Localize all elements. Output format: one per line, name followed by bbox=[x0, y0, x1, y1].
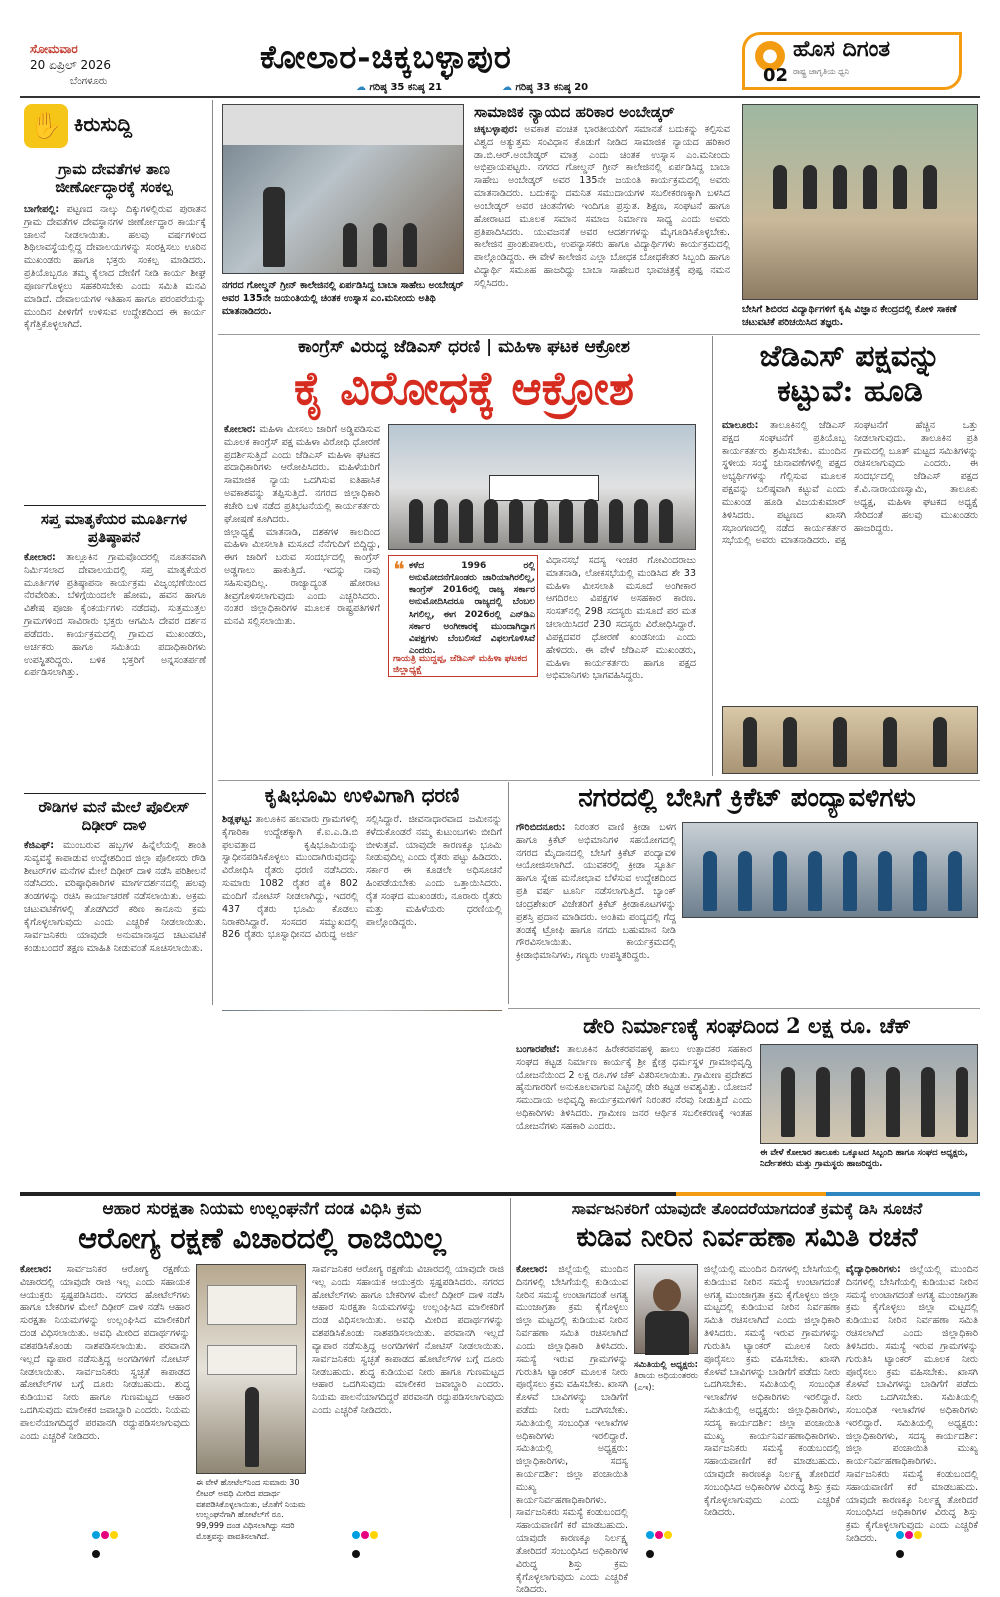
food-photo-caption: ಈ ವೇಳೆ ಹೋಟೆಲ್‌ನಿಂದ ಸುಮಾರು 30 ಲೀಟರ್ ಅವಧಿ ಮೀರಿದ ಪದಾರ್ಥ ವಶಪಡಿಸಿಕೊಳ್ಳಲಾಯಿತು, ಜೊತೆಗೆ ನಿಯಮ ಉಲ್ಲಂಘನೆಗಾಗಿ ಹೋಟೆಲ್‌ಗೆ ರೂ. 99,999 ದಂಡ ವಿಧಿಸಲಾಗಿದ್ದು ಸದರಿ ಮೊತ್ತವನ್ನು ಪಾವತಿಸಲಾಗಿದೆ. bbox=[196, 1478, 306, 1541]
kiru-title: ಕಿರುಸುದ್ದಿ bbox=[74, 112, 133, 136]
masthead-title: ಕೋಲಾರ-ಚಿಕ್ಕಬಳ್ಳಾಪುರ bbox=[260, 38, 512, 76]
jds-headline: ಜೆಡಿಎಸ್ ಪಕ್ಷವನ್ನು ಕಟ್ಟುವೆ: ಹೂಡಿ bbox=[759, 339, 941, 409]
brand-tagline: ರಾಷ್ಟ್ರ ಜಾಗೃತಿಯ ಧ್ವನಿ bbox=[793, 67, 850, 76]
food-photo bbox=[196, 1264, 306, 1474]
dairy-photo-caption: ಈ ವೇಳೆ ಕೋಲಾರ ತಾಲೂಕು ಒಕ್ಕೂಟದ ಸಿಬ್ಬಂದಿ ಹಾಗೂ ಸಂಘದ ಅಧ್ಯಕ್ಷರು, ನಿರ್ದೇಶಕರು ಮತ್ತು ಗ್ರಾಮಸ್ಥರು ಹಾಜರಿದ್ದರು. bbox=[760, 1148, 968, 1170]
sun-cloud-icon: ☁ bbox=[502, 82, 512, 93]
dc-portrait-photo bbox=[634, 1264, 698, 1354]
food-kicker: ಆಹಾರ ಸುರಕ್ಷತಾ ನಿಯಮ ಉಲ್ಲಂಘನೆಗೆ ದಂಡ ವಿಧಿಸಿ ಕ್ರಮ bbox=[102, 1199, 422, 1219]
divider bbox=[218, 780, 980, 781]
kiru-hand-icon: ✋ bbox=[24, 104, 68, 148]
cricket-photo bbox=[682, 822, 978, 918]
weather-kolar: ☁ ಗರಿಷ್ಠ 35 ಕನಿಷ್ಠ 21 bbox=[356, 82, 443, 93]
sun-cloud-icon: ☁ bbox=[356, 82, 366, 93]
brand-logo-box bbox=[742, 32, 962, 90]
lead-quote-box bbox=[388, 555, 538, 677]
registration-marks bbox=[352, 1524, 386, 1534]
kiru-story-3: ಕೆಜಿಎಫ್: ಮುಂಬರುವ ಹಬ್ಬಗಳ ಹಿನ್ನೆಲೆಯಲ್ಲಿ ಶಾಂತಿ ಸುವ್ಯವಸ್ಥೆ ಕಾಪಾಡುವ ಉದ್ದೇಶದಿಂದ ಜಿಲ್ಲಾ ಪೊಲೀಸರು ರೌಡಿ ಶೀಟರ್‌ಗಳ ಮನೆಗಳ ಮೇಲೆ ದಿಢೀರ್ ದಾಳಿ ನಡೆಸಿ ಪರಿಶೀಲನೆ ನಡೆಸಿದರು. ವರಿಷ್ಠಾಧಿಕಾರಿಗಳ ಮಾರ್ಗದರ್ಶನದಲ್ಲಿ ಹಲವು ತಂಡಗಳನ್ನು ರಚಿಸಿ ಕಾರ್ಯಾಚರಣೆ ನಡೆಸಲಾಯಿತು. ಅಕ್ರಮ ಚಟುವಟಿಕೆಗಳಲ್ಲಿ ತೊಡಗಿದರೆ ಕಠಿಣ ಕಾನೂನು ಕ್ರಮ ಕೈಗೊಳ್ಳಲಾಗುವುದು ಎಂದು ಎಚ್ಚರಿಕೆ ನೀಡಲಾಯಿತು. ಸಾರ್ವಜನಿಕರು ಯಾವುದೇ ಅನುಮಾನಾಸ್ಪದ ಚಟುವಟಿಕೆ ಕಂಡುಬಂದರೆ ತಕ್ಷಣ ಮಾಹಿತಿ ನೀಡುವಂತೆ ಸೂಚಿಸಲಾಯಿತು. bbox=[24, 840, 206, 954]
masthead-day: ಸೋಮವಾರ bbox=[30, 42, 78, 56]
lead-story-a: ಕೋಲಾರ: ಮಹಿಳಾ ಮೀಸಲು ಜಾರಿಗೆ ಅಡ್ಡಿಪಡಿಸುವ ಮೂಲಕ ಕಾಂಗ್ರೆಸ್ ಪಕ್ಷ ಮಹಿಳಾ ವಿರೋಧಿ ಧೋರಣೆ ಪ್ರದರ್ಶಿಸುತ್ತಿದೆ ಎಂದು ಜೆಡಿಎಸ್ ಮಹಿಳಾ ಘಟಕದ ಪದಾಧಿಕಾರಿಗಳು ಆರೋಪಿಸಿದರು. ಮಹಿಳೆಯರಿಗೆ ಸಾಮಾಜಿಕ ನ್ಯಾಯ ಒದಗಿಸುವ ಐತಿಹಾಸಿಕ ಅವಕಾಶವನ್ನು ತಪ್ಪಿಸುತ್ತಿದೆ. ನಗರದ ಜಿಲ್ಲಾಧಿಕಾರಿ ಕಚೇರಿ ಬಳಿ ನಡೆದ ಪ್ರತಿಭಟನೆಯಲ್ಲಿ ಕಾರ್ಯಕರ್ತರು ಘೋಷಣೆ ಕೂಗಿದರು. ಜಿಲ್ಲಾಧ್ಯಕ್ಷೆ ಮಾತನಾಡಿ, ದಶಕಗಳ ಕಾಲದಿಂದ ಮಹಿಳಾ ಮೀಸಲಾತಿ ಮಸೂದೆ ನೆನೆಗುದಿಗೆ ಬಿದ್ದಿದ್ದು, ಈಗ ಜಾರಿಗೆ ಬರುವ ಸಂದರ್ಭದಲ್ಲಿ ಕಾಂಗ್ರೆಸ್ ಅಡ್ಡಗಾಲು ಹಾಕುತ್ತಿದೆ. ಇದನ್ನು ನಾವು ಸಹಿಸುವುದಿಲ್ಲ. ರಾಜ್ಯಾದ್ಯಂತ ಹೋರಾಟ ತೀವ್ರಗೊಳಿಸಲಾಗುವುದು ಎಂದು ಎಚ್ಚರಿಸಿದರು. ನಂತರ ಜಿಲ್ಲಾಧಿಕಾರಿಗಳ ಮೂಲಕ ರಾಷ್ಟ್ರಪತಿಗಳಿಗೆ ಮನವಿ ಸಲ್ಲಿಸಲಾಯಿತು. bbox=[224, 424, 380, 628]
water-story: ಕೋಲಾರ: ಜಿಲ್ಲೆಯಲ್ಲಿ ಮುಂದಿನ ದಿನಗಳಲ್ಲಿ ಬೇಸಿಗೆಯಲ್ಲಿ ಕುಡಿಯುವ ನೀರಿನ ಸಮಸ್ಯೆ ಉಂಟಾಗದಂತೆ ಅಗತ್ಯ ಮುಂಜಾಗ್ರತಾ ಕ್ರಮ ಕೈಗೊಳ್ಳಲು ಜಿಲ್ಲಾ ಮಟ್ಟದಲ್ಲಿ ಕುಡಿಯುವ ನೀರಿನ ನಿರ್ವಹಣಾ ಸಮಿತಿ ರಚಿಸಲಾಗಿದೆ ಎಂದು ಜಿಲ್ಲಾಧಿಕಾರಿ ತಿಳಿಸಿದರು. ಸಮಸ್ಯೆ ಇರುವ ಗ್ರಾಮಗಳನ್ನು ಗುರುತಿಸಿ ಟ್ಯಾಂಕರ್ ಮೂಲಕ ನೀರು ಪೂರೈಸಲು ಕ್ರಮ ವಹಿಸಬೇಕು. ಖಾಸಗಿ ಕೊಳವೆ ಬಾವಿಗಳನ್ನು ಬಾಡಿಗೆಗೆ ಪಡೆದು ನೀರು ಒದಗಿಸಬೇಕು. ಸಮಿತಿಯಲ್ಲಿ ಸಂಬಂಧಿತ ಇಲಾಖೆಗಳ ಅಧಿಕಾರಿಗಳು ಇರಲಿದ್ದಾರೆ. ಸಮಿತಿಯಲ್ಲಿ ಅಧ್ಯಕ್ಷರು: ಜಿಲ್ಲಾಧಿಕಾರಿಗಳು, ಸದಸ್ಯ ಕಾರ್ಯದರ್ಶಿ: ಜಿಲ್ಲಾ ಪಂಚಾಯಿತಿ ಮುಖ್ಯ ಕಾರ್ಯನಿರ್ವಹಣಾಧಿಕಾರಿಗಳು. ಸಾರ್ವಜನಿಕರು ಸಮಸ್ಯೆ ಕಂಡುಬಂದಲ್ಲಿ ಸಹಾಯವಾಣಿಗೆ ಕರೆ ಮಾಡಬಹುದು. ಯಾವುದೇ ಕಾರಣಕ್ಕೂ ನಿರ್ಲಕ್ಷ್ಯ ತೋರಿದರೆ ಸಂಬಂಧಿಸಿದ ಅಧಿಕಾರಿಗಳ ವಿರುದ್ಧ ಶಿಸ್ತು ಕ್ರಮ ಕೈಗೊಳ್ಳಲಾಗುವುದು ಎಂದು ಎಚ್ಚರಿಕೆ ನೀಡಿದರು. bbox=[516, 1264, 628, 1596]
ambedkar-headline: ಸಾಮಾಜಿಕ ನ್ಯಾಯದ ಹರಿಕಾರ ಅಂಬೇಡ್ಕರ್ bbox=[474, 103, 675, 121]
registration-marks bbox=[896, 1524, 930, 1534]
jds-photo bbox=[722, 706, 978, 774]
water-headline: ಕುಡಿವ ನೀರಿನ ನಿರ್ವಹಣಾ ಸಮಿತಿ ರಚನೆ bbox=[576, 1222, 918, 1253]
divider bbox=[24, 505, 206, 506]
water-kicker: ಸಾರ್ವಜನಿಕರಿಗೆ ಯಾವುದೇ ತೊಂದರೆಯಾಗದಂತೆ ಕ್ರಮಕ್ಕೆ ಡಿಸಿ ಸೂಚನೆ bbox=[571, 1199, 923, 1218]
cricket-story: ಗೌರಿಬಿದನೂರು: ನಿರಂತರ ವಾಣಿ ಕ್ರೀಡಾ ಬಳಗ ಹಾಗೂ ಕ್ರಿಕೆಟ್ ಅಭಿಮಾನಿಗಳ ಸಹಯೋಗದಲ್ಲಿ ನಗರದ ಮೈದಾನದಲ್ಲಿ ಬೇಸಿಗೆ ಕ್ರಿಕೆಟ್ ಪಂದ್ಯಾವಳಿ ಆಯೋಜಿಸಲಾಗಿದೆ. ಯುವಕರಲ್ಲಿ ಕ್ರೀಡಾ ಸ್ಫೂರ್ತಿ ಹಾಗೂ ಸ್ನೇಹ ಮನೋಭಾವ ಬೆಳೆಸುವ ಉದ್ದೇಶದಿಂದ ಪ್ರತಿ ವರ್ಷ ಟೂರ್ನಿ ನಡೆಸಲಾಗುತ್ತಿದೆ. ಬ್ಯಾಂಕ್ ಚಂದ್ರಶೇಖರ್ ವಿಜೇತರಿಗೆ ಕ್ರಿಕೆಟ್ ಕ್ರೀಡಾಕೂಟಗಳನ್ನು ಪ್ರಶಸ್ತಿ ಪ್ರದಾನ ಮಾಡಿದರು. ಅಂತಿಮ ಪಂದ್ಯದಲ್ಲಿ ಗೆದ್ದ ತಂಡಕ್ಕೆ ಟ್ರೋಫಿ ಹಾಗೂ ನಗದು ಬಹುಮಾನ ನೀಡಿ ಗೌರವಿಸಲಾಯಿತು. ಕಾರ್ಯಕ್ರಮದಲ್ಲಿ ಕ್ರೀಡಾಭಿಮಾನಿಗಳು, ಗಣ್ಯರು ಉಪಸ್ಥಿತರಿದ್ದರು. bbox=[516, 822, 676, 962]
column-divider bbox=[510, 1198, 511, 1518]
water-story-3: ವೈದ್ಯಾಧಿಕಾರಿಗಳು: ಜಿಲ್ಲೆಯಲ್ಲಿ ಮುಂದಿನ ದಿನಗಳಲ್ಲಿ ಬೇಸಿಗೆಯಲ್ಲಿ ಕುಡಿಯುವ ನೀರಿನ ಸಮಸ್ಯೆ ಉಂಟಾಗದಂತೆ ಅಗತ್ಯ ಮುಂಜಾಗ್ರತಾ ಕ್ರಮ ಕೈಗೊಳ್ಳಲು ಜಿಲ್ಲಾ ಮಟ್ಟದಲ್ಲಿ ಕುಡಿಯುವ ನೀರಿನ ನಿರ್ವಹಣಾ ಸಮಿತಿ ರಚಿಸಲಾಗಿದೆ ಎಂದು ಜಿಲ್ಲಾಧಿಕಾರಿ ತಿಳಿಸಿದರು. ಸಮಸ್ಯೆ ಇರುವ ಗ್ರಾಮಗಳನ್ನು ಗುರುತಿಸಿ ಟ್ಯಾಂಕರ್ ಮೂಲಕ ನೀರು ಪೂರೈಸಲು ಕ್ರಮ ವಹಿಸಬೇಕು. ಖಾಸಗಿ ಕೊಳವೆ ಬಾವಿಗಳನ್ನು ಬಾಡಿಗೆಗೆ ಪಡೆದು ನೀರು ಒದಗಿಸಬೇಕು. ಸಮಿತಿಯಲ್ಲಿ ಸಂಬಂಧಿತ ಇಲಾಖೆಗಳ ಅಧಿಕಾರಿಗಳು ಇರಲಿದ್ದಾರೆ. ಸಮಿತಿಯಲ್ಲಿ ಅಧ್ಯಕ್ಷರು: ಜಿಲ್ಲಾಧಿಕಾರಿಗಳು, ಸದಸ್ಯ ಕಾರ್ಯದರ್ಶಿ: ಜಿಲ್ಲಾ ಪಂಚಾಯಿತಿ ಮುಖ್ಯ ಕಾರ್ಯನಿರ್ವಹಣಾಧಿಕಾರಿಗಳು. ಸಾರ್ವಜನಿಕರು ಸಮಸ್ಯೆ ಕಂಡುಬಂದಲ್ಲಿ ಸಹಾಯವಾಣಿಗೆ ಕರೆ ಮಾಡಬಹುದು. ಯಾವುದೇ ಕಾರಣಕ್ಕೂ ನಿರ್ಲಕ್ಷ್ಯ ತೋರಿದರೆ ಸಂಬಂಧಿಸಿದ ಅಧಿಕಾರಿಗಳ ವಿರುದ್ಧ ಶಿಸ್ತು ಕ್ರಮ ಕೈಗೊಳ್ಳಲಾಗುವುದು ಎಂದು ಎಚ್ಚರಿಕೆ ನೀಡಿದರು. bbox=[846, 1264, 978, 1545]
dairy-headline: ಡೇರಿ ನಿರ್ಮಾಣಕ್ಕೆ ಸಂಘದಿಂದ 2 ಲಕ್ಷ ರೂ. ಚೆಕ್ bbox=[583, 1013, 911, 1038]
cricket-headline: ನಗರದಲ್ಲಿ ಬೇಸಿಗೆ ಕ್ರಿಕೆಟ್ ಪಂದ್ಯಾವಳಿಗಳು bbox=[578, 783, 916, 813]
page-number: 02 bbox=[763, 65, 789, 86]
poultry-photo-caption: ಬೇಸಿಗೆ ಶಿಬಿರದ ವಿದ್ಯಾರ್ಥಿಗಳಿಗೆ ಕೃಷಿ ವಿಜ್ಞಾನ ಕೇಂದ್ರದಲ್ಲಿ ಕೋಳಿ ಸಾಕಣೆ ಚಟುವಟಿಕೆ ಪರಿಚಯಿಸಿದ ತಜ್ಞರು. bbox=[742, 304, 957, 328]
masthead-date: 20 ಏಪ್ರಿಲ್ 2026 bbox=[30, 58, 112, 72]
brand-lamp-icon: ● bbox=[755, 41, 785, 71]
registration-marks bbox=[646, 1524, 680, 1534]
poultry-photo bbox=[742, 104, 978, 300]
lead-quote-text: ಕಳೆದ 1996 ರಲ್ಲಿ ಅನುಮೋದನೆಗೊಂಡರು ಜಾರಿಯಾಗಿರಲಿಲ್ಲ, ಕಾಂಗ್ರೆಸ್ 2016ರಲ್ಲಿ ರಾಜ್ಯ ಸರ್ಕಾರ ಅನುಮೋದಿಸಿದರೂ ರಾಜ್ಯದಲ್ಲಿ ಬೆಂಬಲ ಸಿಗಲಿಲ್ಲ, ಈಗ 2026ರಲ್ಲಿ ಎನ್‌ಡಿಎ ಸರ್ಕಾರ ಅಂಗೀಕಾರಕ್ಕೆ ಮುಂದಾಗಿದ್ದಾಗ ವಿಪಕ್ಷಗಳು ಬೆಂಬಲಿಸದೆ ವಿಫಲಗೊಳಿಸಿವೆ ಎಂದರು. bbox=[409, 561, 535, 656]
jds-story: ಮಾಲೂರು: ತಾಲೂಕಿನಲ್ಲಿ ಜೆಡಿಎಸ್ ಪಕ್ಷದ ಸಂಘಟನೆಗೆ ಪ್ರತಿಯೊಬ್ಬ ಕಾರ್ಯಕರ್ತರು ಶ್ರಮಿಸಬೇಕು. ಮುಂದಿನ ಸ್ಥಳೀಯ ಸಂಸ್ಥೆ ಚುನಾವಣೆಗಳಲ್ಲಿ ಪಕ್ಷದ ಅಭ್ಯರ್ಥಿಗಳನ್ನು ಗೆಲ್ಲಿಸುವ ಮೂಲಕ ಪಕ್ಷವನ್ನು ಬಲಿಷ್ಠವಾಗಿ ಕಟ್ಟುವೆ ಎಂದು ಮುಖಂಡ ಹೂಡಿ ವಿಜಯಕುಮಾರ್ ತಿಳಿಸಿದರು. ಪಟ್ಟಣದ ಖಾಸಗಿ ಸಭಾಂಗಣದಲ್ಲಿ ನಡೆದ ಕಾರ್ಯಕರ್ತರ ಸಭೆಯಲ್ಲಿ ಅವರು ಮಾತನಾಡಿದರು. ಪಕ್ಷ ಸಂಘಟನೆಗೆ ಹೆಚ್ಚಿನ ಒತ್ತು ನೀಡಲಾಗುವುದು. ತಾಲೂಕಿನ ಪ್ರತಿ ಗ್ರಾಮದಲ್ಲಿ ಬೂತ್ ಮಟ್ಟದ ಸಮಿತಿಗಳನ್ನು ರಚಿಸಲಾಗುವುದು ಎಂದರು. ಈ ಸಂದರ್ಭದಲ್ಲಿ ಜೆಡಿಎಸ್ ಪಕ್ಷದ ಕೆ.ವಿ.ನಾರಾಯಣಸ್ವಾಮಿ, ತಾಲೂಕು ಅಧ್ಯಕ್ಷ, ಮಹಿಳಾ ಘಟಕದ ಅಧ್ಯಕ್ಷೆ ಸೇರಿದಂತೆ ಹಲವು ಮುಖಂಡರು ಹಾಜರಿದ್ದರು. bbox=[722, 420, 978, 547]
krishi-headline: ಕೃಷಿಭೂಮಿ ಉಳಿವಿಗಾಗಿ ಧರಣಿ bbox=[264, 783, 460, 807]
water-story-2: ಜಿಲ್ಲೆಯಲ್ಲಿ ಮುಂದಿನ ದಿನಗಳಲ್ಲಿ ಬೇಸಿಗೆಯಲ್ಲಿ ಕುಡಿಯುವ ನೀರಿನ ಸಮಸ್ಯೆ ಉಂಟಾಗದಂತೆ ಅಗತ್ಯ ಮುಂಜಾಗ್ರತಾ ಕ್ರಮ ಕೈಗೊಳ್ಳಲು ಜಿಲ್ಲಾ ಮಟ್ಟದಲ್ಲಿ ಕುಡಿಯುವ ನೀರಿನ ನಿರ್ವಹಣಾ ಸಮಿತಿ ರಚಿಸಲಾಗಿದೆ ಎಂದು ಜಿಲ್ಲಾಧಿಕಾರಿ ತಿಳಿಸಿದರು. ಸಮಸ್ಯೆ ಇರುವ ಗ್ರಾಮಗಳನ್ನು ಗುರುತಿಸಿ ಟ್ಯಾಂಕರ್ ಮೂಲಕ ನೀರು ಪೂರೈಸಲು ಕ್ರಮ ವಹಿಸಬೇಕು. ಖಾಸಗಿ ಕೊಳವೆ ಬಾವಿಗಳನ್ನು ಬಾಡಿಗೆಗೆ ಪಡೆದು ನೀರು ಒದಗಿಸಬೇಕು. ಸಮಿತಿಯಲ್ಲಿ ಸಂಬಂಧಿತ ಇಲಾಖೆಗಳ ಅಧಿಕಾರಿಗಳು ಇರಲಿದ್ದಾರೆ. ಸಮಿತಿಯಲ್ಲಿ ಅಧ್ಯಕ್ಷರು: ಜಿಲ್ಲಾಧಿಕಾರಿಗಳು, ಸದಸ್ಯ ಕಾರ್ಯದರ್ಶಿ: ಜಿಲ್ಲಾ ಪಂಚಾಯಿತಿ ಮುಖ್ಯ ಕಾರ್ಯನಿರ್ವಹಣಾಧಿಕಾರಿಗಳು. ಸಾರ್ವಜನಿಕರು ಸಮಸ್ಯೆ ಕಂಡುಬಂದಲ್ಲಿ ಸಹಾಯವಾಣಿಗೆ ಕರೆ ಮಾಡಬಹುದು. ಯಾವುದೇ ಕಾರಣಕ್ಕೂ ನಿರ್ಲಕ್ಷ್ಯ ತೋರಿದರೆ ಸಂಬಂಧಿಸಿದ ಅಧಿಕಾರಿಗಳ ವಿರುದ್ಧ ಶಿಸ್ತು ಕ್ರಮ ಕೈಗೊಳ್ಳಲಾಗುವುದು ಎಂದು ಎಚ್ಚರಿಕೆ ನೀಡಿದರು. bbox=[704, 1264, 840, 1519]
lead-kicker: ಕಾಂಗ್ರೆಸ್ ವಿರುದ್ಧ ಜೆಡಿಎಸ್ ಧರಣಿ | ಮಹಿಳಾ ಘಟಕ ಆಕ್ರೋಶ bbox=[298, 337, 630, 357]
quote-mark-icon: ❝ bbox=[393, 558, 405, 583]
kiru-story-1: ಬಾಗೇಪಲ್ಲಿ: ಪಟ್ಟಣದ ನಾಲ್ಕು ದಿಕ್ಕುಗಳಲ್ಲಿರುವ ಪುರಾತನ ಗ್ರಾಮ ದೇವತೆಗಳ ದೇವಸ್ಥಾನಗಳ ಜೀರ್ಣೋದ್ಧಾರ ಕಾರ್ಯಕ್ಕೆ ಚಾಲನೆ ನೀಡಲಾಯಿತು. ಹಲವು ವರ್ಷಗಳಿಂದ ಶಿಥಿಲಾವಸ್ಥೆಯಲ್ಲಿದ್ದ ದೇವಾಲಯಗಳನ್ನು ಸಂರಕ್ಷಿಸಲು ಊರಿನ ಮುಖಂಡರು ಹಾಗೂ ಭಕ್ತರು ಸಂಕಲ್ಪ ಮಾಡಿದರು. ಪ್ರತಿಯೊಬ್ಬರೂ ತಮ್ಮ ಕೈಲಾದ ದೇಣಿಗೆ ನೀಡಿ ಕಾರ್ಯ ಶೀಘ್ರ ಪೂರ್ಣಗೊಳ್ಳಲು ಸಹಕರಿಸಬೇಕು ಎಂದು ಸಮಿತಿ ಮನವಿ ಮಾಡಿದೆ. ದೇವಾಲಯಗಳ ಇತಿಹಾಸ ಹಾಗೂ ಪರಂಪರೆಯನ್ನು ಮುಂದಿನ ಪೀಳಿಗೆಗೆ ಉಳಿಸುವ ಉದ್ದೇಶದಿಂದ ಈ ಕಾರ್ಯ ಕೈಗೆತ್ತಿಕೊಳ್ಳಲಾಗಿದೆ. bbox=[24, 204, 206, 331]
section-rule-accent bbox=[826, 1192, 980, 1196]
water-story-mid: ಸಮಿತಿಯಲ್ಲಿ ಅಧ್ಯಕ್ಷರು: ತಿರಾಯ ಅಧಿಯಂತರರು (ಎಇ): bbox=[634, 1360, 698, 1393]
column-divider bbox=[212, 100, 213, 1005]
kiru-headline-2: ಸಪ್ತ ಮಾತೃಕೆಯರ ಮೂರ್ತಿಗಳ ಪ್ರತಿಷ್ಠಾಪನೆ bbox=[40, 510, 188, 546]
lead-headline: ಕೈ ವಿರೋಧಕ್ಕೆ ಆಕ್ರೋಶ bbox=[293, 361, 635, 415]
masthead-rule bbox=[20, 96, 980, 98]
divider bbox=[24, 793, 206, 794]
lead-story-c: ವಿಧಾನಸಭೆ ಸದಸ್ಯ ಇಂಚರ ಗೋವಿಂದರಾಜು ಮಾತನಾಡಿ, ಲೋಕಸಭೆಯಲ್ಲಿ ಮಂಡಿಸಿದ ಶೇ 33 ಮಹಿಳಾ ಮೀಸಲಾತಿ ಮಸೂದೆ ಅಂಗೀಕಾರ ಆಗದಿರಲು ವಿಪಕ್ಷಗಳ ಅಸಹಕಾರ ಕಾರಣ. ಸಂಸತ್‌ನಲ್ಲಿ 298 ಸದಸ್ಯರು ಮಸೂದೆ ಪರ ಮತ ಚಲಾಯಿಸಿದರೆ 230 ಸದಸ್ಯರು ವಿರೋಧಿಸಿದ್ದಾರೆ. ವಿಪಕ್ಷದವರ ಧೋರಣೆ ಖಂಡನೀಯ ಎಂದು ಹೇಳಿದರು. ಈ ವೇಳೆ ಜೆಡಿಎಸ್ ಮುಖಂಡರು, ಮಹಿಳಾ ಕಾರ್ಯಕರ್ತರು ಹಾಗೂ ಪಕ್ಷದ ಅಭಿಮಾನಿಗಳು ಭಾಗವಹಿಸಿದ್ದರು. bbox=[546, 555, 696, 682]
kiru-headline-1: ಗ್ರಾಮ ದೇವತೆಗಳ ತಾಣ ಜೀರ್ಣೋದ್ಧಾರಕ್ಕೆ ಸಂಕಲ್ಪ bbox=[55, 160, 173, 196]
krishi-story: ಶಿಡ್ಲಘಟ್ಟ: ತಾಲೂಕಿನ ಹಲವಾರು ಗ್ರಾಮಗಳಲ್ಲಿ ಕೈಗಾರಿಕಾ ಉದ್ದೇಶಕ್ಕಾಗಿ ಕೆ.ಐ.ಎ.ಡಿ.ಬಿ ಫಲವತ್ತಾದ ಕೃಷಿಭೂಮಿಯನ್ನು ಸ್ವಾಧೀನಪಡಿಸಿಕೊಳ್ಳಲು ಮುಂದಾಗಿರುವುದನ್ನು ವಿರೋಧಿಸಿ ರೈತರು ಧರಣಿ ನಡೆಸಿದರು. ಸುಮಾರು 1082 ರೈತರ ಪೈಕಿ 802 ಮಂದಿಗೆ ನೋಟಿಸ್ ನೀಡಲಾಗಿದ್ದು, ಇದರಲ್ಲಿ 437 ರೈತರು ಭೂಮಿ ಕೊಡಲು ನಿರಾಕರಿಸಿದ್ದಾರೆ. ಸಂಸದರ ಸಮ್ಮುಖದಲ್ಲಿ 826 ರೈತರು ಭೂಸ್ವಾಧೀನದ ವಿರುದ್ಧ ಅರ್ಜಿ ಸಲ್ಲಿಸಿದ್ದಾರೆ. ಜೀವನಾಧಾರವಾದ ಜಮೀನನ್ನು ಕಳೆದುಕೊಂಡರೆ ನಮ್ಮ ಕುಟುಂಬಗಳು ಬೀದಿಗೆ ಬೀಳುತ್ತವೆ. ಯಾವುದೇ ಕಾರಣಕ್ಕೂ ಭೂಮಿ ನೀಡುವುದಿಲ್ಲ ಎಂದು ರೈತರು ಪಟ್ಟು ಹಿಡಿದರು. ಸರ್ಕಾರ ಈ ಕೂಡಲೇ ಅಧಿಸೂಚನೆ ಹಿಂಪಡೆಯಬೇಕು ಎಂದು ಒತ್ತಾಯಿಸಿದರು. ರೈತ ಸಂಘದ ಮುಖಂಡರು, ನೂರಾರು ರೈತರು ಮತ್ತು ಮಹಿಳೆಯರು ಧರಣಿಯಲ್ಲಿ ಪಾಲ್ಗೊಂಡಿದ್ದರು. bbox=[222, 814, 502, 941]
divider bbox=[508, 1008, 980, 1009]
section-rule-accent bbox=[676, 1192, 826, 1196]
ambedkar-photo bbox=[222, 104, 464, 274]
food-headline: ಆರೋಗ್ಯ ರಕ್ಷಣೆ ವಿಚಾರದಲ್ಲಿ ರಾಜಿಯಿಲ್ಲ bbox=[78, 1221, 446, 1255]
lead-quote-author: ಗಾಯತ್ರಿ ಮುದ್ದಪ್ಪ, ಜೆಡಿಎಸ್ ಮಹಿಳಾ ಘಟಕದ ಜಿಲ್ಲಾಧ್ಯಕ್ಷೆ bbox=[393, 654, 528, 675]
ambedkar-photo-caption: ನಗರದ ಗೋಲ್ಡನ್ ಗ್ರೀನ್ ಕಾಲೇಜಿನಲ್ಲಿ ಏರ್ಪಡಿಸಿದ್ದ ಬಾಬಾ ಸಾಹೇಬ ಅಂಬೇಡ್ಕರ್ ಅವರ 135ನೇ ಜಯಂತಿಯಲ್ಲಿ ಚಿಂತಕ ಉಸ್ನಾಸ ಎಂ.ಮನೀಂದು ಅತಿಥಿ ಮಾತನಾಡಿದರು. bbox=[222, 280, 464, 317]
kiru-story-2: ಕೋಲಾರ: ತಾಲ್ಲೂಕಿನ ಗ್ರಾಮವೊಂದರಲ್ಲಿ ನೂತನವಾಗಿ ನಿರ್ಮಿಸಲಾದ ದೇವಾಲಯದಲ್ಲಿ ಸಪ್ತ ಮಾತೃಕೆಯರ ಮೂರ್ತಿಗಳ ಪ್ರತಿಷ್ಠಾಪನಾ ಕಾರ್ಯಕ್ರಮ ವಿಜೃಂಭಣೆಯಿಂದ ನೆರವೇರಿತು. ಬೆಳಿಗ್ಗೆಯಿಂದಲೇ ಹೋಮ, ಹವನ ಹಾಗೂ ವಿಶೇಷ ಪೂಜಾ ಕೈಂಕರ್ಯಗಳು ನಡೆದವು. ಸುತ್ತಮುತ್ತಲ ಗ್ರಾಮಗಳಿಂದ ಸಾವಿರಾರು ಭಕ್ತರು ಆಗಮಿಸಿ ದೇವರ ದರ್ಶನ ಪಡೆದರು. ಕಾರ್ಯಕ್ರಮದಲ್ಲಿ ಗ್ರಾಮದ ಮುಖಂಡರು, ಅರ್ಚಕರು ಹಾಗೂ ಸಮಿತಿಯ ಪದಾಧಿಕಾರಿಗಳು ಉಪಸ್ಥಿತರಿದ್ದರು. ಬಳಿಕ ಭಕ್ತರಿಗೆ ಅನ್ನಸಂತರ್ಪಣೆ ಏರ್ಪಡಿಸಲಾಗಿತ್ತು. bbox=[24, 552, 206, 679]
column-divider bbox=[508, 782, 509, 1004]
food-story: ಕೋಲಾರ: ಸಾರ್ವಜನಿಕರ ಆರೋಗ್ಯ ರಕ್ಷಣೆಯ ವಿಚಾರದಲ್ಲಿ ಯಾವುದೇ ರಾಜಿ ಇಲ್ಲ ಎಂದು ಸಹಾಯಕ ಆಯುಕ್ತರು ಸ್ಪಷ್ಟಪಡಿಸಿದರು. ನಗರದ ಹೋಟೆಲ್‌ಗಳು ಹಾಗೂ ಬೇಕರಿಗಳ ಮೇಲೆ ದಿಢೀರ್ ದಾಳಿ ನಡೆಸಿ ಆಹಾರ ಸುರಕ್ಷತಾ ನಿಯಮಗಳನ್ನು ಉಲ್ಲಂಘಿಸಿದ ಮಾಲೀಕರಿಗೆ ದಂಡ ವಿಧಿಸಲಾಯಿತು. ಅವಧಿ ಮೀರಿದ ಪದಾರ್ಥಗಳನ್ನು ವಶಪಡಿಸಿಕೊಂಡು ನಾಶಪಡಿಸಲಾಯಿತು. ಪರವಾನಗಿ ಇಲ್ಲದೆ ವ್ಯಾಪಾರ ನಡೆಸುತ್ತಿದ್ದ ಅಂಗಡಿಗಳಿಗೆ ನೋಟಿಸ್ ನೀಡಲಾಯಿತು. ಸಾರ್ವಜನಿಕರು ಸ್ವಚ್ಛತೆ ಕಾಪಾಡದ ಹೋಟೆಲ್‌ಗಳ ಬಗ್ಗೆ ದೂರು ನೀಡಬಹುದು. ಶುದ್ಧ ಕುಡಿಯುವ ನೀರು ಹಾಗೂ ಗುಣಮಟ್ಟದ ಆಹಾರ ಒದಗಿಸುವುದು ಮಾಲೀಕರ ಜವಾಬ್ದಾರಿ ಎಂದರು. ನಿಯಮ ಪಾಲನೆಯಾಗದಿದ್ದರೆ ಪರವಾನಗಿ ರದ್ದುಪಡಿಸಲಾಗುವುದು ಎಂದು ಎಚ್ಚರಿಕೆ ನೀಡಿದರು. bbox=[20, 1264, 190, 1442]
masthead-city: ಬೆಂಗಳೂರು bbox=[70, 76, 108, 87]
protest-photo bbox=[388, 424, 696, 550]
brand-name: ಹೊಸ ದಿಗಂತ bbox=[793, 37, 891, 62]
divider bbox=[218, 334, 980, 335]
spacer bbox=[222, 1010, 502, 1011]
masthead bbox=[20, 30, 980, 98]
dairy-photo bbox=[760, 1044, 978, 1144]
registration-marks bbox=[92, 1524, 126, 1534]
ambedkar-story: ಚಿಕ್ಕಬಳ್ಳಾಪುರ: ಅವಕಾಶ ವಂಚಿತ ಭಾರತೀಯರಿಗೆ ಸಮಾನತೆ ಬದುಕನ್ನು ಕಲ್ಪಿಸುವ ವಿಶ್ವದ ಅತ್ಯುತ್ತಮ ಸಂವಿಧಾನ ಕೊಡುಗೆ ನೀಡಿದ ಸಾಮಾಜಿಕ ನ್ಯಾಯದ ಹರಿಕಾರ ಡಾ.ಬಿ.ಆರ್.ಅಂಬೇಡ್ಕರ್ ಮಾತ್ರ ಎಂದು ಚಿಂತಕ ಉಸ್ನಾಸ ಎಂ.ಮನೀಂದು ಅಭಿಪ್ರಾಯಪಟ್ಟರು. ನಗರದ ಗೋಲ್ಡನ್ ಗ್ರೀನ್ ಕಾಲೇಜಿನಲ್ಲಿ ಏರ್ಪಡಿಸಿದ್ದ ಬಾಬಾ ಸಾಹೇಬ ಅಂಬೇಡ್ಕರ್ ಅವರ 135ನೇ ಜಯಂತಿ ಕಾರ್ಯಕ್ರಮದಲ್ಲಿ ಅವರು ಮಾತನಾಡಿದರು. ಬದುಕನ್ನು ದಮನಿತ ಸಮುದಾಯಗಳ ಸಬಲೀಕರಣಕ್ಕಾಗಿ ಬಳಸಿದ ಅಂಬೇಡ್ಕರ್ ಅವರ ಚಿಂತನೆಗಳು ಇಂದಿಗೂ ಪ್ರಸ್ತುತ. ಶಿಕ್ಷಣ, ಸಂಘಟನೆ ಹಾಗೂ ಹೋರಾಟದ ಮೂಲಕ ಸಮಾನ ಸಮಾಜ ನಿರ್ಮಾಣ ಸಾಧ್ಯ ಎಂದು ಅವರು ಪ್ರತಿಪಾದಿಸಿದರು. ಯುವಜನತೆ ಅವರ ಆದರ್ಶಗಳನ್ನು ಮೈಗೂಡಿಸಿಕೊಳ್ಳಬೇಕು. ಕಾಲೇಜಿನ ಪ್ರಾಂಶುಪಾಲರು, ಉಪನ್ಯಾಸಕರು ಹಾಗೂ ವಿದ್ಯಾರ್ಥಿಗಳು ಕಾರ್ಯಕ್ರಮದಲ್ಲಿ ಪಾಲ್ಗೊಂಡಿದ್ದರು. ಈ ವೇಳೆ ಕಾಲೇಜಿನ ಎಲ್ಲಾ ಬೋಧಕ ಬೋಧಕೇತರ ಸಿಬ್ಬಂದಿ ಹಾಗೂ ವಿದ್ಯಾರ್ಥಿ ಸಮೂಹ ಹಾಜರಿದ್ದು ಬಾಬಾ ಸಾಹೇಬರ ಭಾವಚಿತ್ರಕ್ಕೆ ಪುಷ್ಪ ನಮನ ಸಲ್ಲಿಸಿದರು. bbox=[474, 124, 730, 289]
weather-chikkaballapur: ☁ ಗರಿಷ್ಠ 33 ಕನಿಷ್ಠ 20 bbox=[502, 82, 589, 93]
food-story-2: ಸಾರ್ವಜನಿಕರ ಆರೋಗ್ಯ ರಕ್ಷಣೆಯ ವಿಚಾರದಲ್ಲಿ ಯಾವುದೇ ರಾಜಿ ಇಲ್ಲ ಎಂದು ಸಹಾಯಕ ಆಯುಕ್ತರು ಸ್ಪಷ್ಟಪಡಿಸಿದರು. ನಗರದ ಹೋಟೆಲ್‌ಗಳು ಹಾಗೂ ಬೇಕರಿಗಳ ಮೇಲೆ ದಿಢೀರ್ ದಾಳಿ ನಡೆಸಿ ಆಹಾರ ಸುರಕ್ಷತಾ ನಿಯಮಗಳನ್ನು ಉಲ್ಲಂಘಿಸಿದ ಮಾಲೀಕರಿಗೆ ದಂಡ ವಿಧಿಸಲಾಯಿತು. ಅವಧಿ ಮೀರಿದ ಪದಾರ್ಥಗಳನ್ನು ವಶಪಡಿಸಿಕೊಂಡು ನಾಶಪಡಿಸಲಾಯಿತು. ಪರವಾನಗಿ ಇಲ್ಲದೆ ವ್ಯಾಪಾರ ನಡೆಸುತ್ತಿದ್ದ ಅಂಗಡಿಗಳಿಗೆ ನೋಟಿಸ್ ನೀಡಲಾಯಿತು. ಸಾರ್ವಜನಿಕರು ಸ್ವಚ್ಛತೆ ಕಾಪಾಡದ ಹೋಟೆಲ್‌ಗಳ ಬಗ್ಗೆ ದೂರು ನೀಡಬಹುದು. ಶುದ್ಧ ಕುಡಿಯುವ ನೀರು ಹಾಗೂ ಗುಣಮಟ್ಟದ ಆಹಾರ ಒದಗಿಸುವುದು ಮಾಲೀಕರ ಜವಾಬ್ದಾರಿ ಎಂದರು. ನಿಯಮ ಪಾಲನೆಯಾಗದಿದ್ದರೆ ಪರವಾನಗಿ ರದ್ದುಪಡಿಸಲಾಗುವುದು ಎಂದು ಎಚ್ಚರಿಕೆ ನೀಡಿದರು. bbox=[312, 1264, 504, 1416]
kiru-headline-3: ರೌಡಿಗಳ ಮನೆ ಮೇಲೆ ಪೊಲೀಸ್ ದಿಢೀರ್ ದಾಳಿ bbox=[38, 798, 190, 834]
dairy-story: ಬಂಗಾರಪೇಟೆ: ತಾಲೂಕಿನ ಹಿರೇಕರಪನಹಳ್ಳಿ ಹಾಲು ಉತ್ಪಾದಕರ ಸಹಕಾರ ಸಂಘದ ಕಟ್ಟಡ ನಿರ್ಮಾಣ ಕಾರ್ಯಕ್ಕೆ ಶ್ರೀ ಕ್ಷೇತ್ರ ಧರ್ಮಸ್ಥಳ ಗ್ರಾಮಾಭಿವೃದ್ಧಿ ಯೋಜನೆಯಿಂದ 2 ಲಕ್ಷ ರೂ.ಗಳ ಚೆಕ್ ವಿತರಿಸಲಾಯಿತು. ಗ್ರಾಮೀಣ ಪ್ರದೇಶದ ಹೈನುಗಾರರಿಗೆ ಅನುಕೂಲವಾಗುವ ನಿಟ್ಟಿನಲ್ಲಿ ಡೇರಿ ಕಟ್ಟಡ ಅವಶ್ಯವಿತ್ತು. ಯೋಜನೆ ಸಮುದಾಯ ಅಭಿವೃದ್ಧಿ ಕಾರ್ಯಕ್ರಮಗಳಿಗೆ ನಿರಂತರ ನೆರವು ನೀಡುತ್ತಿದೆ ಎಂದು ಅಧಿಕಾರಿಗಳು ತಿಳಿಸಿದರು. ಗ್ರಾಮೀಣ ಜನರ ಆರ್ಥಿಕ ಸಬಲೀಕರಣಕ್ಕೆ ಇಂತಹ ಯೋಜನೆಗಳು ಸಹಕಾರಿ ಎಂದರು. bbox=[516, 1044, 752, 1132]
column-divider bbox=[712, 336, 713, 776]
